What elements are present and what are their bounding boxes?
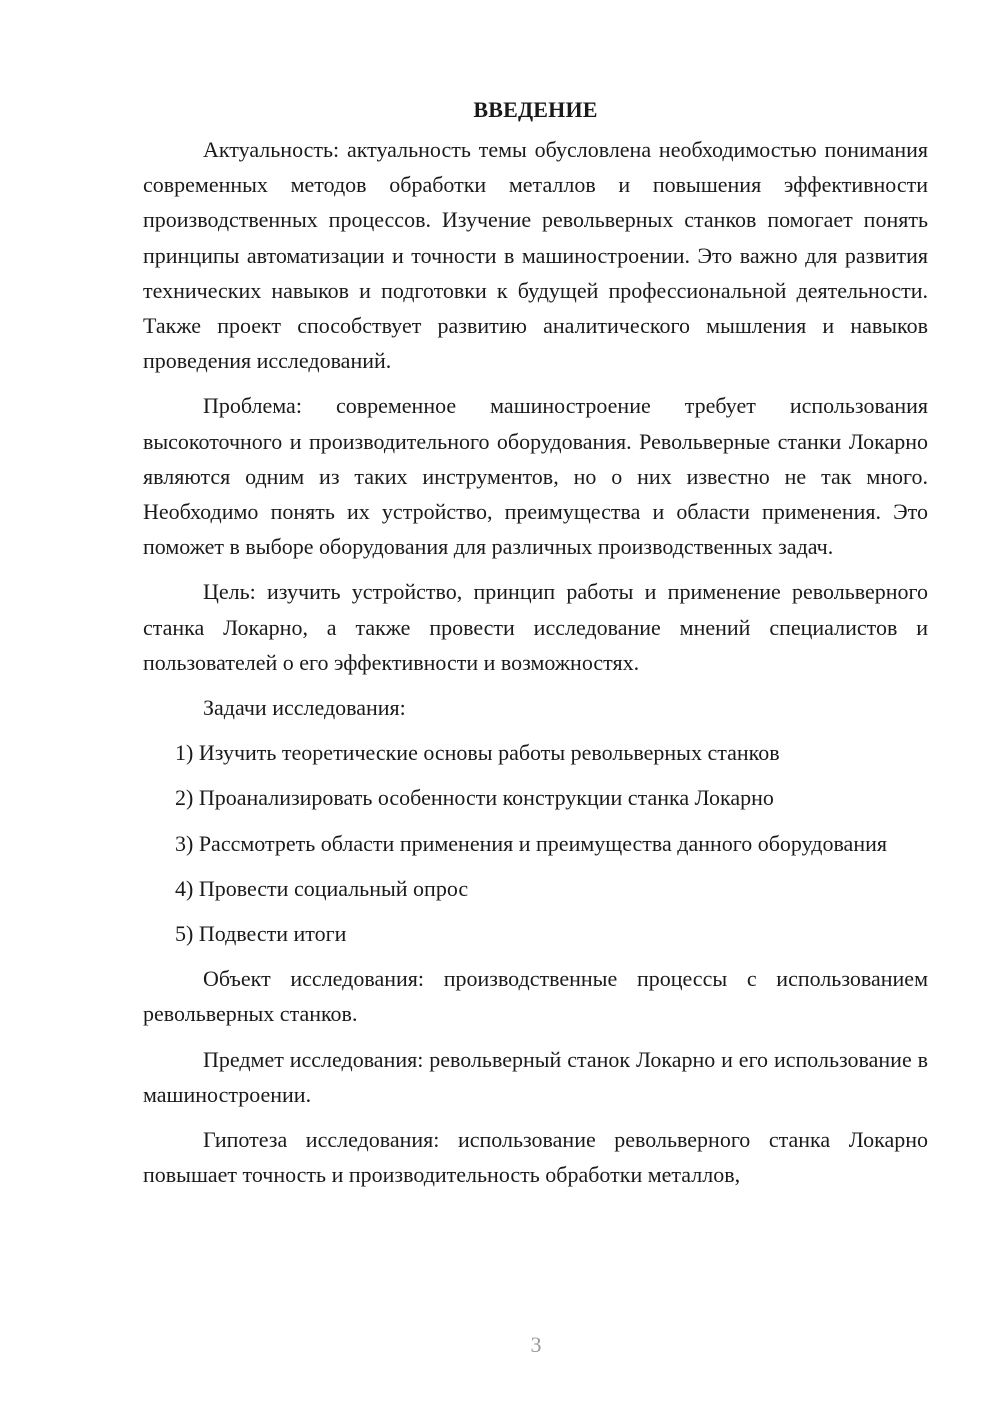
paragraph-problem: Проблема: современное машиностроение требует использования высокоточного и производительного оборудования. Револьверные станки Локарно являются одним из таких инструментов, но о них известно не так много. Необходимо понять их устройство, преимущества и области применения. Это поможет в выборе оборудования для различных производственных задач. bbox=[143, 393, 928, 560]
paragraph-object: Объект исследования: производственные процессы с использованием револьверных станков. bbox=[143, 966, 928, 1027]
list-item: 3) Рассмотреть области применения и преимущества данного оборудования bbox=[175, 830, 887, 856]
tasks-heading: Задачи исследования: bbox=[203, 695, 406, 721]
list-item: 4) Провести социальный опрос bbox=[175, 875, 469, 901]
page-title: ВВЕДЕНИЕ bbox=[473, 97, 598, 122]
list-item: 2) Проанализировать особенности конструкции станка Локарно bbox=[175, 785, 774, 811]
document-page bbox=[143, 92, 928, 1202]
list-item: 5) Подвести итоги bbox=[175, 921, 347, 947]
paragraph-relevance: Актуальность: актуальность темы обусловлена необходимостью понимания современных методов обработки металлов и повышения эффективности производственных процессов. Изучение револьверных станков помогает понять принципы автоматизации и точности в машиностроении. Это важно для развития технических навыков и подготовки к будущей профессиональной деятельности. Также проект способствует развитию аналитического мышления и навыков проведения исследований. bbox=[143, 137, 928, 374]
paragraph-subject: Предмет исследования: револьверный станок Локарно и его использование в машиностроении. bbox=[143, 1046, 928, 1107]
paragraph-goal: Цель: изучить устройство, принцип работы и применение револьверного станка Локарно, а также провести исследование мнений специалистов и пользователей о его эффективности и возможностях. bbox=[143, 579, 928, 675]
page-number: 3 bbox=[530, 1332, 542, 1357]
list-item: 1) Изучить теоретические основы работы револьверных станков bbox=[175, 740, 780, 766]
paragraph-hypothesis: Гипотеза исследования: использование револьверного станка Локарно повышает точность и производительность обработки металлов, bbox=[143, 1127, 928, 1188]
